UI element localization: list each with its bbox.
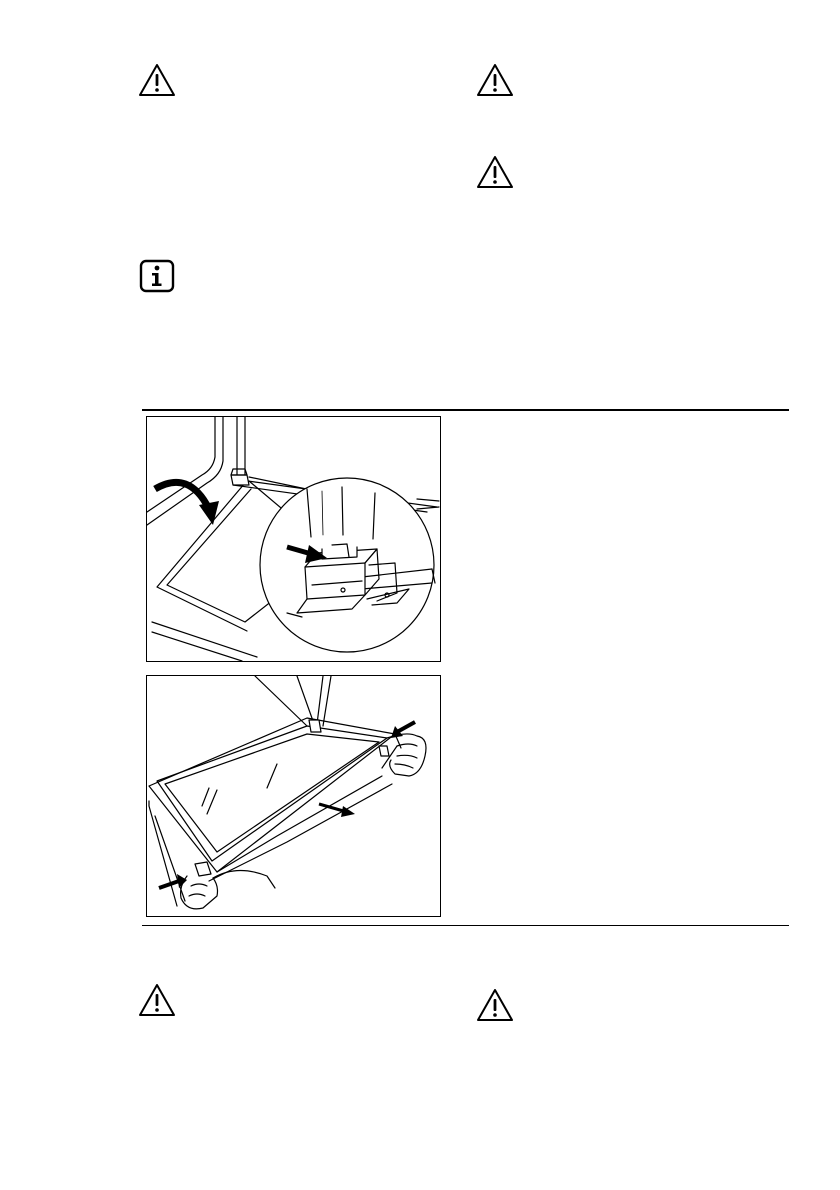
warning-icon-bottom-right bbox=[476, 988, 514, 1022]
door-hinge-lock-illustration bbox=[146, 416, 441, 662]
info-icon bbox=[139, 259, 175, 293]
door-glass-panel-removal-illustration bbox=[146, 675, 441, 917]
section-bottom-rule bbox=[142, 925, 789, 926]
warning-icon-top-right-2 bbox=[476, 155, 514, 189]
warning-icon-bottom-left bbox=[138, 983, 176, 1017]
warning-icon-top-left bbox=[138, 63, 176, 97]
warning-icon-top-right-1 bbox=[476, 63, 514, 97]
section-top-rule bbox=[142, 409, 789, 411]
